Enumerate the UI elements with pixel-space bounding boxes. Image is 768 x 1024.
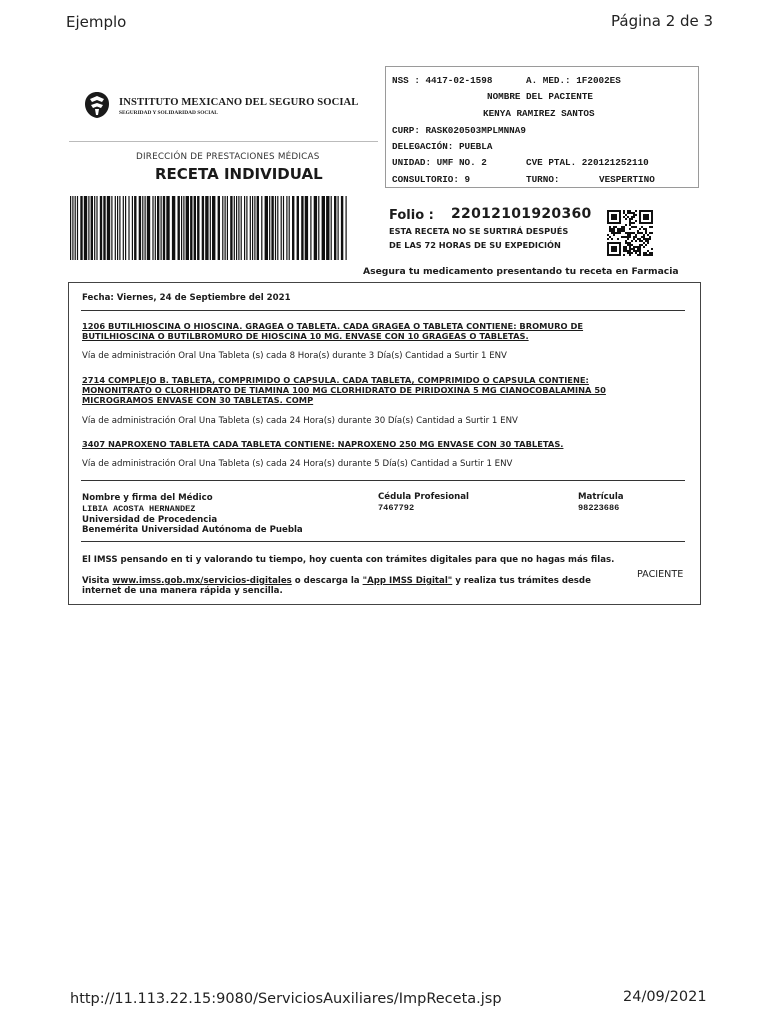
patient-name: KENYA RAMIREZ SANTOS	[483, 108, 595, 119]
fecha: Fecha: Viernes, 24 de Septiembre del 2021	[82, 293, 291, 303]
logo-divider	[69, 141, 378, 142]
tramites-text: y realiza tus trámites desde	[452, 576, 591, 586]
matricula: 98223686	[578, 503, 620, 513]
rx-drug-line: MONONITRATO O CLORHIDRATO DE TIAMINA 100 MG CLORHIDRATO DE PIRIDOXINA 5 MG CIANOCOBALAMINA 50	[82, 385, 606, 395]
document-title: RECETA INDIVIDUAL	[155, 165, 323, 183]
doctor-rule	[81, 541, 685, 542]
rx-item	[82, 439, 563, 449]
imss-eagle-logo-icon	[82, 90, 112, 120]
qr-code	[607, 210, 653, 256]
digital-line3: internet de una manera rápida y sencilla.	[82, 586, 283, 596]
unidad: UNIDAD: UMF NO. 2	[392, 157, 487, 168]
folio-notice-2: DE LAS 72 HORAS DE SU EXPEDICIÓN	[389, 240, 561, 250]
cedula: 7467792	[378, 503, 415, 513]
page-number: Página 2 de 3	[611, 12, 714, 30]
doctor-label: Nombre y firma del Médico	[82, 493, 213, 503]
rx-drug-line: MICROGRAMOS ENVASE CON 30 TABLETAS. COMP	[82, 395, 314, 405]
rx-via: Vía de administración Oral Una Tableta (s) cada 8 Hora(s) durante 3 Día(s) Cantidad a Surtir 1 ENV	[82, 351, 507, 361]
logo-title: INSTITUTO MEXICANO DEL SEGURO SOCIAL	[119, 97, 359, 108]
digital-notice: El IMSS pensando en ti y valorando tu tiempo, hoy cuenta con trámites digitales para que no hagas más filas.	[82, 555, 615, 565]
nss: NSS : 4417-02-1598	[392, 75, 493, 86]
prescription-box	[68, 282, 701, 605]
visit-text: Visita	[82, 576, 113, 586]
imss-digital-link[interactable]: www.imss.gob.mx/servicios-digitales	[112, 576, 292, 586]
delegacion: DELEGACIÓN: PUEBLA	[392, 141, 493, 152]
rx-drug-line: 1206 BUTILHIOSCINA O HIOSCINA. GRAGEA O TABLETA. CADA GRAGEA O TABLETA CONTIENE: BROMURO DE	[82, 321, 584, 331]
doctor-name: LIBIA ACOSTA HERNANDEZ	[82, 504, 196, 514]
patient-name-label: NOMBRE DEL PACIENTE	[487, 91, 594, 102]
curp: CURP: RASK020503MPLMNNA9	[392, 125, 526, 136]
fecha-rule	[81, 310, 685, 311]
digital-visit-line	[82, 576, 591, 586]
direccion-label: DIRECCIÓN DE PRESTACIONES MÉDICAS	[136, 152, 320, 162]
universidad: Benemérita Universidad Autónoma de Puebla	[82, 525, 303, 535]
barcode	[70, 196, 349, 260]
footer-url: http://11.113.22.15:9080/ServiciosAuxiliares/ImpReceta.jsp	[70, 991, 502, 1007]
logo-tagline: SEGURIDAD Y SOLIDARIDAD SOCIAL	[119, 110, 218, 116]
rx-item	[82, 321, 583, 341]
copy-label: PACIENTE	[637, 569, 684, 580]
rx-via: Vía de administración Oral Una Tableta (s) cada 24 Hora(s) durante 30 Día(s) Cantidad a Surtir 1 ENV	[82, 416, 518, 426]
patient-info-box	[385, 66, 699, 188]
cedula-label: Cédula Profesional	[378, 492, 469, 502]
matricula-label: Matrícula	[578, 492, 624, 502]
folio-notice-1: ESTA RECETA NO SE SURTIRÁ DESPUÉS	[389, 226, 569, 236]
cve-ptal: CVE PTAL. 220121252110	[526, 157, 649, 168]
folio-label: Folio :	[389, 208, 434, 223]
header-label: Ejemplo	[66, 13, 127, 31]
a-med: A. MED.: 1F2002ES	[526, 75, 621, 86]
turno-label: TURNO:	[526, 174, 560, 185]
asegura-notice: Asegura tu medicamento presentando tu receta en Farmacia	[363, 266, 679, 277]
consultorio: CONSULTORIO: 9	[392, 174, 471, 185]
app-imss-digital-link[interactable]: "App IMSS Digital"	[362, 576, 453, 586]
folio-number: 22012101920360	[451, 206, 592, 222]
rx-via: Vía de administración Oral Una Tableta (s) cada 24 Hora(s) durante 5 Día(s) Cantidad a Surtir 1 ENV	[82, 459, 513, 469]
footer-date: 24/09/2021	[623, 989, 707, 1005]
rx-end-rule	[81, 480, 685, 481]
rx-drug-line: 2714 COMPLEJO B. TABLETA, COMPRIMIDO O CAPSULA. CADA TABLETA, COMPRIMIDO O CAPSULA CONTIENE:	[82, 375, 589, 385]
universidad-label: Universidad de Procedencia	[82, 515, 218, 525]
rx-drug-line: BUTILHIOSCINA O BUTILBROMURO DE HIOSCINA 10 MG. ENVASE CON 10 GRAGEAS O TABLETAS.	[82, 331, 529, 341]
turno: VESPERTINO	[599, 174, 655, 185]
rx-drug-line: 3407 NAPROXENO TABLETA CADA TABLETA CONTIENE: NAPROXENO 250 MG ENVASE CON 30 TABLETAS.	[82, 439, 564, 449]
download-text: o descarga la	[291, 576, 363, 586]
rx-item	[82, 375, 606, 405]
